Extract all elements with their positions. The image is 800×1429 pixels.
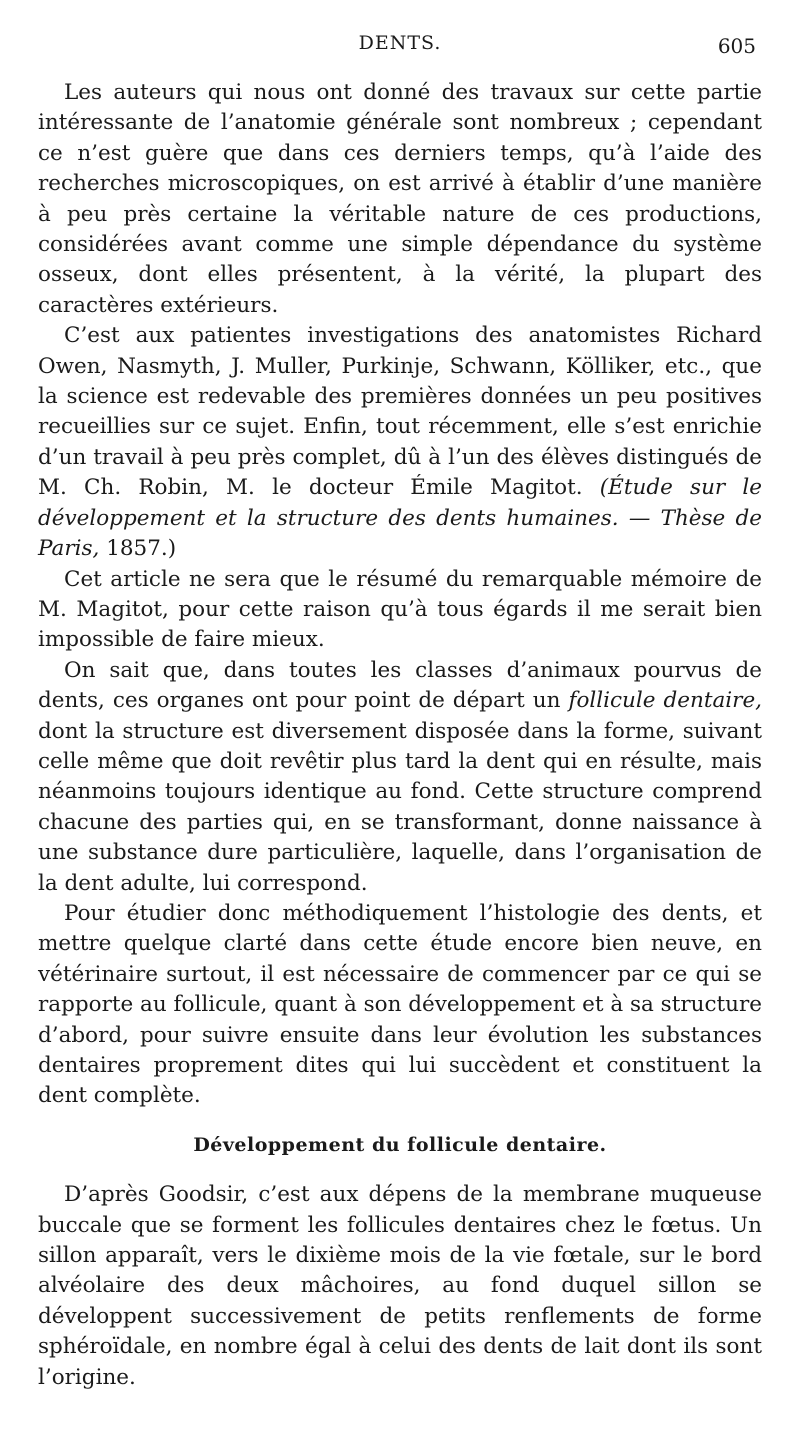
- running-title: DENTS.: [358, 32, 442, 54]
- section-heading: Développement du follicule dentaire.: [193, 1133, 607, 1156]
- body-text: [38, 78, 762, 1393]
- paragraph-2-text: C’est aux patientes investigations des anatomistes Richard Owen, Nasmyth, J. Muller, Purkinje, Schwann, Kölliker, etc., que la science est redevable des premières données un peu positives recueillies sur ce sujet. Enfin, tout récemment, elle s’est enrichie d’un travail à peu près complet, dû à l’un des élèves distingués de M. Ch. Robin, M. le docteur Émile Magitot.: [38, 323, 762, 501]
- running-header: [0, 30, 800, 60]
- thesis-year: 1857.): [106, 536, 177, 562]
- page-number: 605: [717, 34, 756, 58]
- paragraph-5: Pour étudier donc méthodiquement l’histologie des dents, et mettre quelque clarté dans cette étude encore bien neuve, en vétérinaire surtout, il est nécessaire de commencer par ce qui se rapporte au follicule, quant à son développement et à sa structure d’abord, pour suivre ensuite dans leur évolution les substances dentaires proprement dites qui lui succèdent et constituent la dent complète.: [38, 900, 763, 1109]
- paragraph-4: [38, 656, 762, 899]
- thesis-citation: (Étude sur le développement et la structure des dents humaines. — Thèse de Paris,: [38, 475, 763, 562]
- paragraph-4-text-a: On sait que, dans toutes les classes d’animaux pourvus de dents, ces organes ont pour point de départ un: [38, 657, 762, 714]
- paragraph-1: Les auteurs qui nous ont donné des travaux sur cette partie intéressante de l’anatomie générale sont nombreux ; cependant ce n’est guère que dans ces derniers temps, qu’à l’aide des recherches microscopiques, on est arrivé à établir d’une manière à peu près certaine la véritable nature de ces productions, considérées avant comme une simple dépendance du système osseux, dont elles présentent, à la vérité, la plupart des caractères extérieurs.: [38, 80, 762, 318]
- paragraph-6: D’après Goodsir, c’est aux dépens de la membrane muqueuse buccale que se forment les follicules dentaires chez le fœtus. Un sillon apparaît, vers le dixième mois de la vie fœtale, sur le bord alvéolaire des deux mâchoires, au fond duquel sillon se développent successivement de petits renflements de forme sphéroïdale, en nombre égal à celui des dents de lait dont ils sont l’origine.: [38, 1182, 762, 1390]
- paragraph-4-text-b: dont la structure est diversement disposée dans la forme, suivant celle même que doit revêtir plus tard la dent qui en résulte, mais néanmoins toujours identique au fond. Cette structure comprend chacune des parties qui, en se transformant, donne naissance à une substance dure particulière, laquelle, dans l’organisation de la dent adulte, lui correspond.: [38, 718, 762, 896]
- follicule-term: follicule dentaire,: [568, 688, 762, 714]
- paragraph-2: [38, 321, 762, 564]
- paragraph-3: Cet article ne sera que le résumé du remarquable mémoire de M. Magitot, pour cette raison qu’à tous égards il me serait bien impossible de faire mieux.: [38, 566, 762, 653]
